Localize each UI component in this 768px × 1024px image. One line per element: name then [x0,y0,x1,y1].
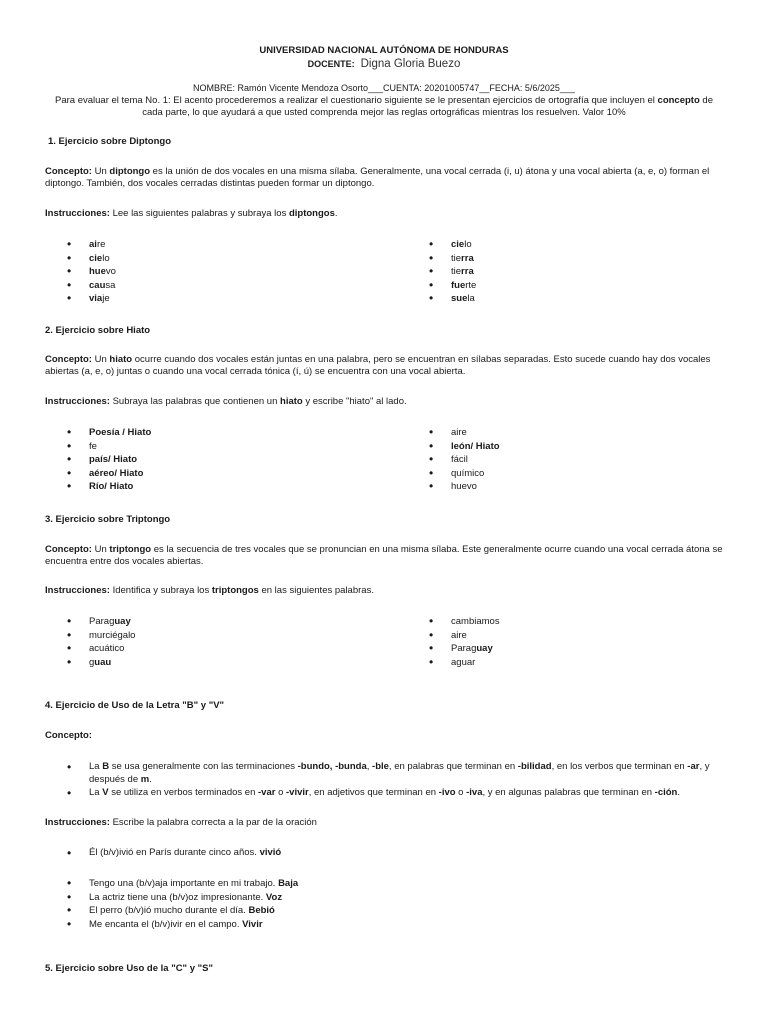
rule-b: • La B se usa generalmente con las terminaciones -bundo, -bunda, -ble, en palabras que terminan en -bilidad, en los verbos que terminan en -ar, y después de m. [67,761,727,786]
section-2-concept [45,354,725,378]
word-item: • acuático [67,642,367,656]
section-3-title: 3. Ejercicio sobre Triptongo [45,514,171,525]
section-1-instructions [45,208,725,220]
instructions-term: triptongos [211,585,259,596]
word-item: • aguar [429,656,729,670]
docente-name: Digna Gloria Buezo [360,58,461,70]
intro-text-bold: concepto [657,95,700,106]
instructions-label: Instrucciones: [45,585,110,596]
word-item: • huevo [429,480,729,494]
word-item: • cielo [67,252,367,266]
word-item: • Poesía / Hiato [67,426,367,440]
section-4-questions [67,877,727,931]
word-item: • Paraguay [429,642,729,656]
section-5-title: 5. Ejercicio sobre Uso de la "C" y "S" [45,963,213,974]
concept-term: triptongo [109,544,152,555]
word-item: • país/ Hiato [67,453,367,467]
university-title: UNIVERSIDAD NACIONAL AUTÓNOMA DE HONDURAS [259,45,509,56]
section-4-rules [67,761,727,801]
section-3-instructions [45,585,725,597]
word-item: • murciégalo [67,629,367,643]
question-item: • Me encanta el (b/v)ivir en el campo. Vivir [67,918,727,932]
section-3-list-right [429,615,729,669]
section-1-list-right [429,238,729,306]
concept-term: hiato [109,354,133,365]
word-item: • aire [429,426,729,440]
concept-term: diptongo [109,166,151,177]
word-item: • tierra [429,252,729,266]
word-item: • suela [429,292,729,306]
word-item: • Río/ Hiato [67,480,367,494]
word-item: • huevo [67,265,367,279]
word-item: • león/ Hiato [429,440,729,454]
student-info-line: NOMBRE: Ramón Vicente Mendoza Osorto___CUENTA: 20201005747__FECHA: 5/6/2025___ [193,83,575,93]
question-text: Él (b/v)ivió en París durante cinco años. [89,847,260,858]
concept-text: ocurre cuando dos vocales están juntas en una palabra, pero se encuentran en sílabas separadas. Esto sucede cuando hay dos vocales abiertas (a, e, o) juntas o cuando una vocal cerrada tónica (í, ú) se encuentra con una vocal abierta. [45,354,711,377]
section-1-list-left [67,238,367,306]
question-item [67,847,727,860]
question-item: • La actriz tiene una (b/v)oz impresionante. Voz [67,891,727,905]
intro-paragraph [45,95,723,119]
instructions-label: Instrucciones: [45,817,110,828]
section-1-title: 1. Ejercicio sobre Diptongo [48,136,171,147]
word-item: • fácil [429,453,729,467]
instructions-term: hiato [280,396,303,407]
instructions-text: en las siguientes palabras. [258,585,374,596]
concept-text: Un [91,544,110,555]
instructions-text: Identifica y subraya los [109,585,212,596]
word-item: • cielo [429,238,729,252]
word-item: • químico [429,467,729,481]
word-item: • fe [67,440,367,454]
instructions-text: Lee las siguientes palabras y subraya los [109,208,289,219]
question-item: • Tengo una (b/v)aja importante en mi trabajo. Baja [67,877,727,891]
word-item: • guau [67,656,367,670]
concept-label: Concepto: [45,354,92,365]
section-4-instructions [45,817,725,829]
concept-text: es la secuencia de tres vocales que se pronuncian en una misma sílaba. Este generalmente ocurre cuando una vocal cerrada átona se encuentra entre dos vocales abiertas. [45,544,723,567]
section-3-list-left [67,615,367,669]
word-item: • aire [67,238,367,252]
intro-text-c: de cada parte, lo que ayudará a que usted comprenda mejor las reglas ortográficas mientras los resuelven. Valor 10% [142,95,713,118]
instructions-text: y escribe "hiato" al lado. [302,396,407,407]
instructions-label: Instrucciones: [45,208,110,219]
section-4-concept-label [45,730,725,742]
concept-text: es la unión de dos vocales en una misma sílaba. Generalmente, una vocal cerrada (i, u) átona y una vocal abierta (a, e, o) forman el diptongo. También, dos vocales cerradas distintas pueden formar un diptongo. [45,166,710,189]
section-1-concept [45,166,725,190]
concept-text: Un [91,166,110,177]
word-item: • causa [67,279,367,293]
word-item: • viaje [67,292,367,306]
word-item: • aéreo/ Hiato [67,467,367,481]
instructions-text: . [334,208,338,219]
concept-label: Concepto: [45,730,92,741]
section-2-instructions [45,396,725,408]
concept-text: Un [91,354,110,365]
question-answer: vivió [259,847,282,858]
docente-line [0,58,768,72]
section-2-list-right [429,426,729,494]
section-2-title: 2. Ejercicio sobre Hiato [45,325,151,336]
word-item: • aire [429,629,729,643]
word-item: • tierra [429,265,729,279]
question-item: • El perro (b/v)ió mucho durante el día. Bebió [67,904,727,918]
intro-text-a: Para evaluar el tema No. 1: El acento procederemos a realizar el cuestionario siguiente se le presentan ejercicios de ortografía que incluyen el [55,95,658,106]
concept-label: Concepto: [45,544,92,555]
section-2-list-left [67,426,367,494]
rule-v: • La V se utiliza en verbos terminados en -var o -vivir, en adjetivos que terminan en -ivo o -iva, y en algunas palabras que terminan en -ción. [67,787,727,800]
instructions-term: diptongos [288,208,335,219]
word-item: • cambiamos [429,615,729,629]
section-3-concept [45,544,725,568]
concept-label: Concepto: [45,166,92,177]
instructions-text: Subraya las palabras que contienen un [109,396,281,407]
word-item: • fuerte [429,279,729,293]
section-4-title: 4. Ejercicio de Uso de la Letra "B" y "V" [45,700,225,711]
section-4-question-1 [67,847,727,861]
word-item: • Paraguay [67,615,367,629]
instructions-label: Instrucciones: [45,396,110,407]
docente-label: DOCENTE: [307,59,355,69]
instructions-text: Escribe la palabra correcta a la par de la oración [109,817,317,828]
